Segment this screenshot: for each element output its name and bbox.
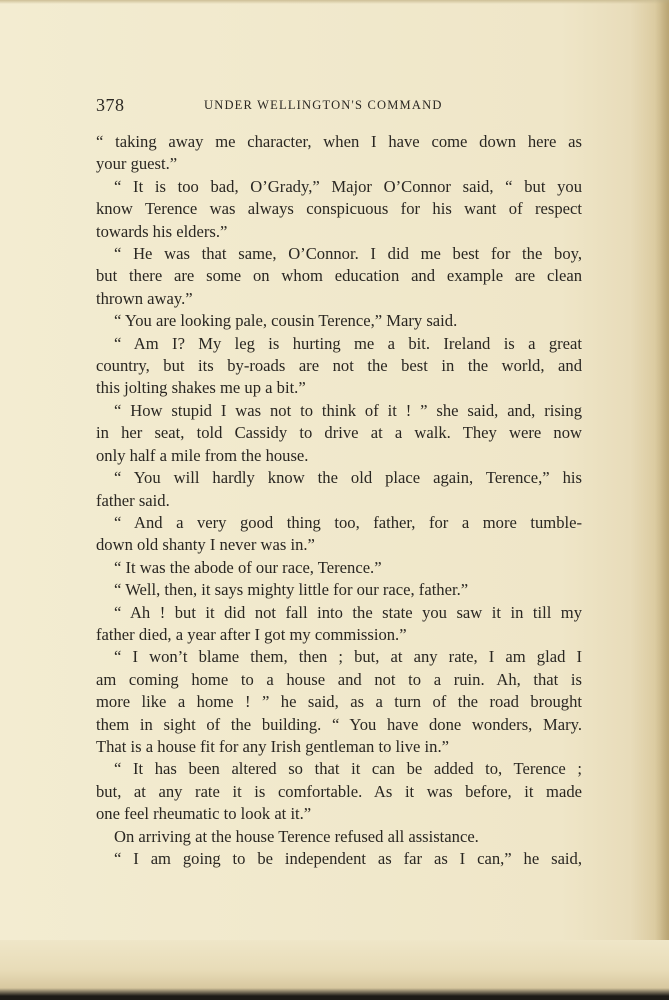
text-line: them in sight of the building. “ You have done wonders, Mary.	[96, 714, 582, 734]
text-line: “ You will hardly know the old place again, Terence,” his	[114, 468, 582, 488]
text-line: “ It is too bad, O’Grady,” Major O’Connor said, “ but you	[114, 176, 582, 196]
text-line: one feel rheumatic to look at it.”	[96, 804, 312, 824]
text-line: On arriving at the house Terence refused all assistance.	[114, 826, 479, 846]
text-line: “ You are looking pale, cousin Terence,” Mary said.	[114, 311, 458, 331]
text-line: but, at any rate it is comfortable. As it was before, it made	[96, 781, 582, 801]
body-text	[96, 131, 582, 870]
page-bottom-edge	[0, 940, 669, 1000]
text-line: “ Ah ! but it did not fall into the state you saw it in till my	[114, 602, 582, 622]
text-line: down old shanty I never was in.”	[96, 535, 315, 555]
text-line: “ Well, then, it says mighty little for our race, father.”	[114, 580, 469, 600]
text-line: am coming home to a house and not to a ruin. Ah, that is	[96, 669, 582, 689]
text-line: your guest.”	[96, 154, 178, 174]
text-line: father died, a year after I got my commission.”	[96, 624, 407, 644]
text-line: father said.	[96, 490, 170, 510]
text-line: “ It was the abode of our race, Terence.”	[114, 557, 382, 577]
page-top-edge	[0, 0, 669, 4]
text-line: That is a house fit for any Irish gentleman to live in.”	[96, 736, 449, 756]
text-line: but there are some on whom education and example are clean	[96, 266, 582, 286]
text-line: “ I am going to be independent as far as I can,” he said,	[114, 849, 582, 868]
text-line: “ I won’t blame them, then ; but, at any rate, I am glad I	[114, 647, 582, 667]
text-line: towards his elders.”	[96, 221, 228, 241]
text-line: “ How stupid I was not to think of it ! ” she said, and, rising	[114, 400, 582, 420]
text-line: “ He was that same, O’Connor. I did me best for the boy,	[114, 244, 582, 264]
text-line: country, but its by-roads are not the best in the world, and	[96, 356, 582, 376]
page-gutter-shadow	[655, 0, 669, 1000]
page-number: 378	[96, 95, 125, 115]
text-line: “ taking away me character, when I have come down here as	[96, 132, 582, 151]
text-line: “ Am I? My leg is hurting me a bit. Ireland is a great	[114, 333, 582, 353]
text-line: more like a home ! ” he said, as a turn of the road brought	[96, 692, 582, 712]
text-line: in her seat, told Cassidy to drive at a walk. They were now	[96, 423, 582, 443]
running-head: UNDER WELLINGTON'S COMMAND	[204, 98, 443, 112]
text-line: only half a mile from the house.	[96, 445, 309, 465]
text-line: this jolting shakes me up a bit.”	[96, 378, 306, 398]
page-header	[96, 95, 582, 117]
text-line: “ It has been altered so that it can be added to, Terence ;	[114, 759, 582, 779]
text-line: “ And a very good thing too, father, for a more tumble-	[114, 512, 582, 532]
text-line: thrown away.”	[96, 288, 193, 308]
text-line: know Terence was always conspicuous for his want of respect	[96, 199, 582, 219]
